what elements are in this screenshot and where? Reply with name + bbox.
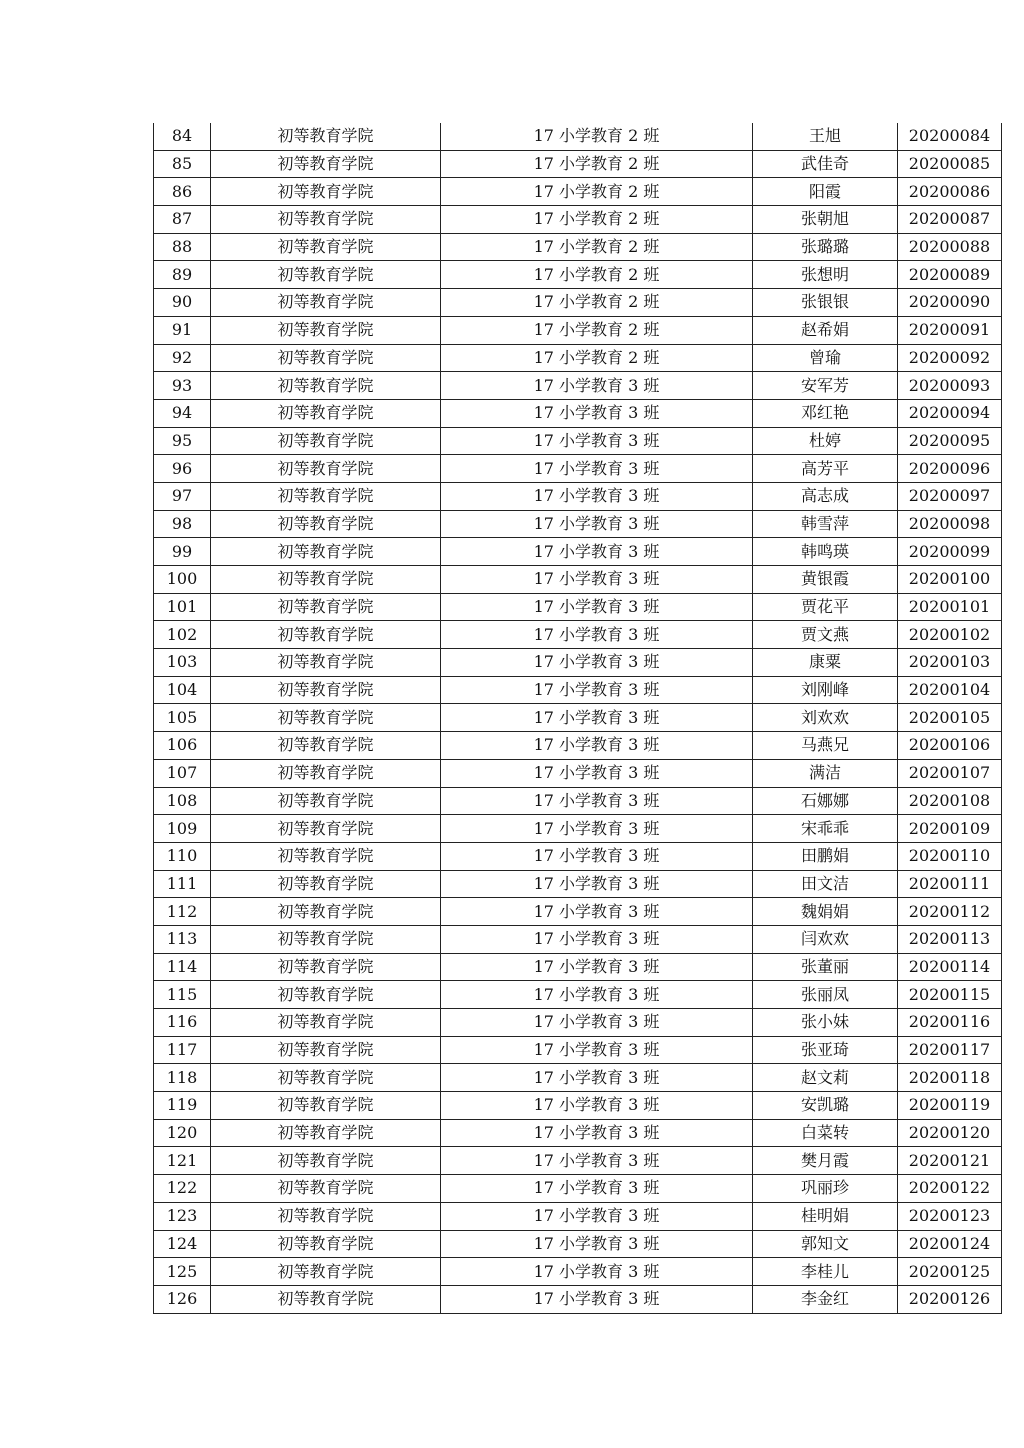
row-number-cell: 102 xyxy=(154,621,211,649)
table-row xyxy=(154,1036,1002,1064)
college-cell: 初等教育学院 xyxy=(211,981,441,1009)
row-number-cell: 119 xyxy=(154,1092,211,1120)
student-id-cell: 20200097 xyxy=(898,482,1002,510)
table-row xyxy=(154,898,1002,926)
college-cell: 初等教育学院 xyxy=(211,399,441,427)
student-id-cell: 20200105 xyxy=(898,704,1002,732)
class-cell: 17 小学教育 3 班 xyxy=(441,566,753,594)
student-name-cell: 张银银 xyxy=(753,289,898,317)
student-name-cell: 李桂儿 xyxy=(753,1258,898,1286)
table-row xyxy=(154,289,1002,317)
class-cell: 17 小学教育 3 班 xyxy=(441,1036,753,1064)
table-row xyxy=(154,732,1002,760)
student-id-cell: 20200089 xyxy=(898,261,1002,289)
student-id-cell: 20200084 xyxy=(898,123,1002,150)
college-cell: 初等教育学院 xyxy=(211,1092,441,1120)
table-row xyxy=(154,455,1002,483)
table-row xyxy=(154,538,1002,566)
class-cell: 17 小学教育 3 班 xyxy=(441,898,753,926)
college-cell: 初等教育学院 xyxy=(211,1119,441,1147)
class-cell: 17 小学教育 3 班 xyxy=(441,1119,753,1147)
class-cell: 17 小学教育 3 班 xyxy=(441,1285,753,1313)
college-cell: 初等教育学院 xyxy=(211,1202,441,1230)
row-number-cell: 89 xyxy=(154,261,211,289)
college-cell: 初等教育学院 xyxy=(211,870,441,898)
student-roster-table xyxy=(153,123,1002,1314)
student-id-cell: 20200120 xyxy=(898,1119,1002,1147)
student-name-cell: 刘刚峰 xyxy=(753,676,898,704)
college-cell: 初等教育学院 xyxy=(211,372,441,400)
college-cell: 初等教育学院 xyxy=(211,593,441,621)
college-cell: 初等教育学院 xyxy=(211,150,441,178)
table-row xyxy=(154,1285,1002,1313)
student-name-cell: 贾花平 xyxy=(753,593,898,621)
class-cell: 17 小学教育 3 班 xyxy=(441,1202,753,1230)
table-row xyxy=(154,510,1002,538)
row-number-cell: 112 xyxy=(154,898,211,926)
table-row xyxy=(154,870,1002,898)
college-cell: 初等教育学院 xyxy=(211,1258,441,1286)
class-cell: 17 小学教育 2 班 xyxy=(441,289,753,317)
class-cell: 17 小学教育 3 班 xyxy=(441,1175,753,1203)
table-row xyxy=(154,649,1002,677)
student-name-cell: 张想明 xyxy=(753,261,898,289)
college-cell: 初等教育学院 xyxy=(211,649,441,677)
row-number-cell: 122 xyxy=(154,1175,211,1203)
table-row xyxy=(154,1258,1002,1286)
college-cell: 初等教育学院 xyxy=(211,759,441,787)
student-name-cell: 张小妹 xyxy=(753,1009,898,1037)
class-cell: 17 小学教育 2 班 xyxy=(441,150,753,178)
table-row xyxy=(154,427,1002,455)
table-row xyxy=(154,123,1002,150)
class-cell: 17 小学教育 2 班 xyxy=(441,316,753,344)
student-name-cell: 田文洁 xyxy=(753,870,898,898)
class-cell: 17 小学教育 3 班 xyxy=(441,538,753,566)
student-name-cell: 韩鸣瑛 xyxy=(753,538,898,566)
row-number-cell: 111 xyxy=(154,870,211,898)
student-name-cell: 安军芳 xyxy=(753,372,898,400)
college-cell: 初等教育学院 xyxy=(211,1175,441,1203)
student-id-cell: 20200125 xyxy=(898,1258,1002,1286)
row-number-cell: 94 xyxy=(154,399,211,427)
row-number-cell: 120 xyxy=(154,1119,211,1147)
table-row xyxy=(154,1175,1002,1203)
class-cell: 17 小学教育 3 班 xyxy=(441,1064,753,1092)
college-cell: 初等教育学院 xyxy=(211,427,441,455)
student-name-cell: 闫欢欢 xyxy=(753,925,898,953)
college-cell: 初等教育学院 xyxy=(211,206,441,234)
row-number-cell: 124 xyxy=(154,1230,211,1258)
row-number-cell: 88 xyxy=(154,233,211,261)
student-name-cell: 石娜娜 xyxy=(753,787,898,815)
student-id-cell: 20200090 xyxy=(898,289,1002,317)
table-row xyxy=(154,261,1002,289)
student-id-cell: 20200119 xyxy=(898,1092,1002,1120)
row-number-cell: 118 xyxy=(154,1064,211,1092)
student-name-cell: 阳霞 xyxy=(753,178,898,206)
student-name-cell: 王旭 xyxy=(753,123,898,150)
row-number-cell: 99 xyxy=(154,538,211,566)
student-name-cell: 张董丽 xyxy=(753,953,898,981)
college-cell: 初等教育学院 xyxy=(211,510,441,538)
class-cell: 17 小学教育 3 班 xyxy=(441,925,753,953)
student-id-cell: 20200093 xyxy=(898,372,1002,400)
table-row xyxy=(154,1119,1002,1147)
class-cell: 17 小学教育 2 班 xyxy=(441,261,753,289)
student-id-cell: 20200107 xyxy=(898,759,1002,787)
table-row xyxy=(154,566,1002,594)
college-cell: 初等教育学院 xyxy=(211,815,441,843)
student-id-cell: 20200124 xyxy=(898,1230,1002,1258)
class-cell: 17 小学教育 3 班 xyxy=(441,815,753,843)
roster-body xyxy=(154,123,1002,1313)
student-id-cell: 20200113 xyxy=(898,925,1002,953)
class-cell: 17 小学教育 3 班 xyxy=(441,732,753,760)
student-id-cell: 20200101 xyxy=(898,593,1002,621)
student-name-cell: 白菜转 xyxy=(753,1119,898,1147)
college-cell: 初等教育学院 xyxy=(211,289,441,317)
college-cell: 初等教育学院 xyxy=(211,842,441,870)
student-id-cell: 20200115 xyxy=(898,981,1002,1009)
table-row xyxy=(154,953,1002,981)
student-id-cell: 20200103 xyxy=(898,649,1002,677)
student-name-cell: 张丽凤 xyxy=(753,981,898,1009)
student-name-cell: 魏娟娟 xyxy=(753,898,898,926)
student-id-cell: 20200099 xyxy=(898,538,1002,566)
row-number-cell: 100 xyxy=(154,566,211,594)
class-cell: 17 小学教育 3 班 xyxy=(441,676,753,704)
table-row xyxy=(154,1147,1002,1175)
row-number-cell: 126 xyxy=(154,1285,211,1313)
row-number-cell: 115 xyxy=(154,981,211,1009)
table-row xyxy=(154,704,1002,732)
class-cell: 17 小学教育 3 班 xyxy=(441,981,753,1009)
student-name-cell: 康粟 xyxy=(753,649,898,677)
student-id-cell: 20200117 xyxy=(898,1036,1002,1064)
row-number-cell: 92 xyxy=(154,344,211,372)
table-row xyxy=(154,372,1002,400)
row-number-cell: 123 xyxy=(154,1202,211,1230)
college-cell: 初等教育学院 xyxy=(211,482,441,510)
college-cell: 初等教育学院 xyxy=(211,1064,441,1092)
student-name-cell: 赵文莉 xyxy=(753,1064,898,1092)
college-cell: 初等教育学院 xyxy=(211,1147,441,1175)
college-cell: 初等教育学院 xyxy=(211,704,441,732)
row-number-cell: 117 xyxy=(154,1036,211,1064)
class-cell: 17 小学教育 3 班 xyxy=(441,704,753,732)
class-cell: 17 小学教育 3 班 xyxy=(441,593,753,621)
college-cell: 初等教育学院 xyxy=(211,1285,441,1313)
student-id-cell: 20200086 xyxy=(898,178,1002,206)
student-id-cell: 20200096 xyxy=(898,455,1002,483)
student-id-cell: 20200122 xyxy=(898,1175,1002,1203)
student-id-cell: 20200102 xyxy=(898,621,1002,649)
table-row xyxy=(154,178,1002,206)
table-row xyxy=(154,316,1002,344)
table-row xyxy=(154,206,1002,234)
student-name-cell: 马燕兄 xyxy=(753,732,898,760)
table-row xyxy=(154,1009,1002,1037)
college-cell: 初等教育学院 xyxy=(211,566,441,594)
class-cell: 17 小学教育 3 班 xyxy=(441,427,753,455)
student-name-cell: 田鹏娟 xyxy=(753,842,898,870)
class-cell: 17 小学教育 2 班 xyxy=(441,206,753,234)
student-name-cell: 张亚琦 xyxy=(753,1036,898,1064)
college-cell: 初等教育学院 xyxy=(211,1036,441,1064)
table-row xyxy=(154,759,1002,787)
student-name-cell: 武佳奇 xyxy=(753,150,898,178)
student-id-cell: 20200088 xyxy=(898,233,1002,261)
college-cell: 初等教育学院 xyxy=(211,925,441,953)
college-cell: 初等教育学院 xyxy=(211,898,441,926)
student-name-cell: 赵希娟 xyxy=(753,316,898,344)
table-row xyxy=(154,787,1002,815)
class-cell: 17 小学教育 2 班 xyxy=(441,233,753,261)
class-cell: 17 小学教育 3 班 xyxy=(441,953,753,981)
student-id-cell: 20200116 xyxy=(898,1009,1002,1037)
row-number-cell: 96 xyxy=(154,455,211,483)
class-cell: 17 小学教育 3 班 xyxy=(441,455,753,483)
student-name-cell: 曾瑜 xyxy=(753,344,898,372)
student-id-cell: 20200091 xyxy=(898,316,1002,344)
student-id-cell: 20200094 xyxy=(898,399,1002,427)
student-id-cell: 20200121 xyxy=(898,1147,1002,1175)
class-cell: 17 小学教育 2 班 xyxy=(441,178,753,206)
student-id-cell: 20200109 xyxy=(898,815,1002,843)
student-id-cell: 20200126 xyxy=(898,1285,1002,1313)
student-id-cell: 20200118 xyxy=(898,1064,1002,1092)
college-cell: 初等教育学院 xyxy=(211,316,441,344)
student-id-cell: 20200098 xyxy=(898,510,1002,538)
row-number-cell: 91 xyxy=(154,316,211,344)
college-cell: 初等教育学院 xyxy=(211,676,441,704)
student-name-cell: 安凯璐 xyxy=(753,1092,898,1120)
class-cell: 17 小学教育 3 班 xyxy=(441,1230,753,1258)
table-row xyxy=(154,1092,1002,1120)
college-cell: 初等教育学院 xyxy=(211,953,441,981)
row-number-cell: 87 xyxy=(154,206,211,234)
student-name-cell: 樊月霞 xyxy=(753,1147,898,1175)
class-cell: 17 小学教育 3 班 xyxy=(441,372,753,400)
table-row xyxy=(154,233,1002,261)
college-cell: 初等教育学院 xyxy=(211,233,441,261)
class-cell: 17 小学教育 3 班 xyxy=(441,759,753,787)
class-cell: 17 小学教育 3 班 xyxy=(441,1258,753,1286)
student-name-cell: 杜婷 xyxy=(753,427,898,455)
row-number-cell: 103 xyxy=(154,649,211,677)
college-cell: 初等教育学院 xyxy=(211,1230,441,1258)
row-number-cell: 113 xyxy=(154,925,211,953)
row-number-cell: 93 xyxy=(154,372,211,400)
class-cell: 17 小学教育 3 班 xyxy=(441,482,753,510)
table-row xyxy=(154,399,1002,427)
table-row xyxy=(154,344,1002,372)
student-name-cell: 贾文燕 xyxy=(753,621,898,649)
table-row xyxy=(154,150,1002,178)
class-cell: 17 小学教育 3 班 xyxy=(441,787,753,815)
student-id-cell: 20200087 xyxy=(898,206,1002,234)
row-number-cell: 97 xyxy=(154,482,211,510)
row-number-cell: 110 xyxy=(154,842,211,870)
table-row xyxy=(154,1230,1002,1258)
table-row xyxy=(154,925,1002,953)
class-cell: 17 小学教育 3 班 xyxy=(441,1092,753,1120)
student-name-cell: 高芳平 xyxy=(753,455,898,483)
table-row xyxy=(154,676,1002,704)
table-row xyxy=(154,842,1002,870)
class-cell: 17 小学教育 3 班 xyxy=(441,870,753,898)
college-cell: 初等教育学院 xyxy=(211,787,441,815)
student-id-cell: 20200085 xyxy=(898,150,1002,178)
row-number-cell: 125 xyxy=(154,1258,211,1286)
class-cell: 17 小学教育 3 班 xyxy=(441,1147,753,1175)
row-number-cell: 116 xyxy=(154,1009,211,1037)
table-row xyxy=(154,621,1002,649)
college-cell: 初等教育学院 xyxy=(211,178,441,206)
student-name-cell: 桂明娟 xyxy=(753,1202,898,1230)
college-cell: 初等教育学院 xyxy=(211,538,441,566)
class-cell: 17 小学教育 2 班 xyxy=(441,344,753,372)
class-cell: 17 小学教育 3 班 xyxy=(441,649,753,677)
class-cell: 17 小学教育 3 班 xyxy=(441,399,753,427)
student-name-cell: 李金红 xyxy=(753,1285,898,1313)
student-name-cell: 韩雪萍 xyxy=(753,510,898,538)
class-cell: 17 小学教育 3 班 xyxy=(441,842,753,870)
table-row xyxy=(154,593,1002,621)
student-id-cell: 20200106 xyxy=(898,732,1002,760)
student-id-cell: 20200114 xyxy=(898,953,1002,981)
row-number-cell: 105 xyxy=(154,704,211,732)
student-name-cell: 刘欢欢 xyxy=(753,704,898,732)
student-id-cell: 20200100 xyxy=(898,566,1002,594)
college-cell: 初等教育学院 xyxy=(211,732,441,760)
student-name-cell: 张朝旭 xyxy=(753,206,898,234)
college-cell: 初等教育学院 xyxy=(211,1009,441,1037)
table-row xyxy=(154,1064,1002,1092)
row-number-cell: 86 xyxy=(154,178,211,206)
student-name-cell: 邓红艳 xyxy=(753,399,898,427)
college-cell: 初等教育学院 xyxy=(211,261,441,289)
student-name-cell: 高志成 xyxy=(753,482,898,510)
row-number-cell: 121 xyxy=(154,1147,211,1175)
college-cell: 初等教育学院 xyxy=(211,123,441,150)
row-number-cell: 104 xyxy=(154,676,211,704)
college-cell: 初等教育学院 xyxy=(211,344,441,372)
student-name-cell: 宋乖乖 xyxy=(753,815,898,843)
class-cell: 17 小学教育 2 班 xyxy=(441,123,753,150)
student-name-cell: 张璐璐 xyxy=(753,233,898,261)
row-number-cell: 114 xyxy=(154,953,211,981)
table-row xyxy=(154,1202,1002,1230)
table-row xyxy=(154,815,1002,843)
student-name-cell: 满洁 xyxy=(753,759,898,787)
student-id-cell: 20200092 xyxy=(898,344,1002,372)
row-number-cell: 101 xyxy=(154,593,211,621)
student-id-cell: 20200095 xyxy=(898,427,1002,455)
student-id-cell: 20200104 xyxy=(898,676,1002,704)
row-number-cell: 84 xyxy=(154,123,211,150)
row-number-cell: 95 xyxy=(154,427,211,455)
student-id-cell: 20200111 xyxy=(898,870,1002,898)
row-number-cell: 98 xyxy=(154,510,211,538)
student-name-cell: 郭知文 xyxy=(753,1230,898,1258)
row-number-cell: 90 xyxy=(154,289,211,317)
student-name-cell: 巩丽珍 xyxy=(753,1175,898,1203)
class-cell: 17 小学教育 3 班 xyxy=(441,1009,753,1037)
student-id-cell: 20200110 xyxy=(898,842,1002,870)
student-id-cell: 20200123 xyxy=(898,1202,1002,1230)
class-cell: 17 小学教育 3 班 xyxy=(441,621,753,649)
college-cell: 初等教育学院 xyxy=(211,455,441,483)
table-row xyxy=(154,981,1002,1009)
table-row xyxy=(154,482,1002,510)
row-number-cell: 106 xyxy=(154,732,211,760)
row-number-cell: 85 xyxy=(154,150,211,178)
row-number-cell: 109 xyxy=(154,815,211,843)
row-number-cell: 108 xyxy=(154,787,211,815)
class-cell: 17 小学教育 3 班 xyxy=(441,510,753,538)
row-number-cell: 107 xyxy=(154,759,211,787)
student-name-cell: 黄银霞 xyxy=(753,566,898,594)
student-id-cell: 20200112 xyxy=(898,898,1002,926)
student-id-cell: 20200108 xyxy=(898,787,1002,815)
college-cell: 初等教育学院 xyxy=(211,621,441,649)
